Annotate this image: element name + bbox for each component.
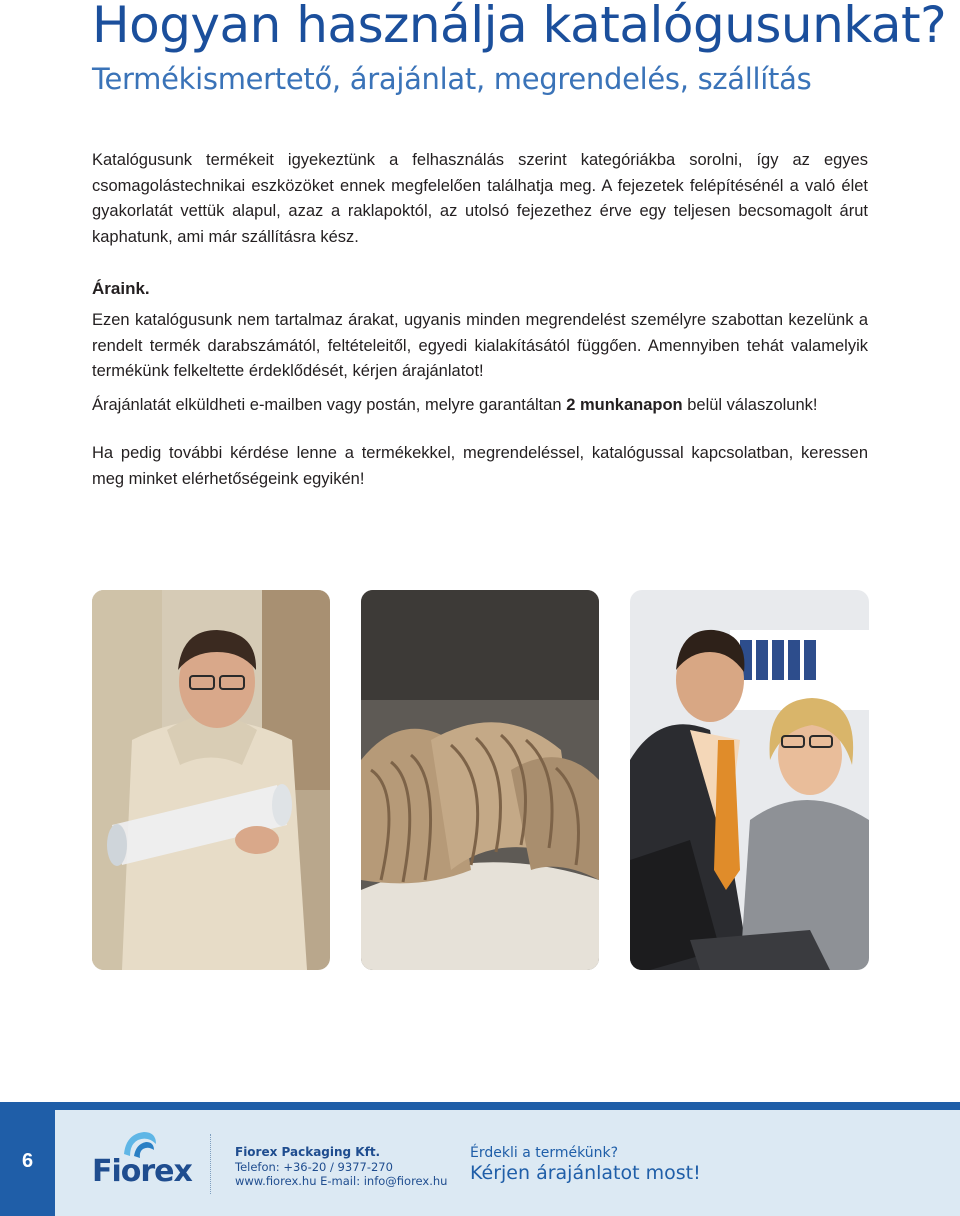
company-web-email[interactable]: www.fiorex.hu E-mail: info@fiorex.hu (235, 1174, 448, 1188)
quote-text-before: Árajánlatát elküldheti e-mailben vagy postán, melyre garantáltan (92, 396, 567, 414)
quote-request-cta[interactable]: Kérjen árajánlatot most! (470, 1162, 701, 1184)
page-title: Hogyan használja katalógusunkat? (92, 0, 947, 54)
company-name: Fiorex Packaging Kft. (235, 1145, 381, 1159)
footer-divider (210, 1134, 211, 1194)
fiorex-logo-text: Fiorex (92, 1154, 192, 1189)
fiorex-logo (92, 1130, 192, 1192)
prices-heading: Áraink. (92, 279, 150, 298)
prices-paragraph: Ezen katalógusunk nem tartalmaz árakat, ugyanis minden megrendelést személyre szabottan kezelünk a rendelt termék darabszámától, feltételeitől, egyedi kialakításától függően. Amennyiben tehát valamelyik termékünk felkeltette érdeklődését, kérjen árajánlatot! (92, 311, 868, 380)
intro-paragraph: Katalógusunk termékeit igyekeztünk a felhasználás szerint kategóriákba sorolni, így az egyes csomagolástechnikai eszközöket ennek megfelelően találhatja meg. A fejezetek felépítésénél a való élet gyakorlatát vettük alapul, azaz a raklapoktól, az utolsó fejezethez érve egy teljesen becsomagolt árut kaphatunk, ami már szállításra kész. (92, 151, 868, 246)
promo-question: Érdekli a termékünk? (470, 1145, 619, 1161)
footer-top-line (0, 1102, 960, 1110)
company-info (235, 1145, 447, 1189)
corrugated-cardboard-photo (361, 590, 599, 970)
contact-paragraph: Ha pedig további kérdése lenne a termékekkel, megrendeléssel, katalógussal kapcsolatban, keressen meg minket elérhetőségeink egyikén! (92, 444, 868, 488)
page-subtitle: Termékismertető, árajánlat, megrendelés, szállítás (92, 62, 812, 96)
quote-deadline: 2 munkanapon (566, 396, 683, 414)
quote-paragraph (92, 393, 868, 419)
company-phone: Telefon: +36-20 / 9377-270 (235, 1159, 393, 1174)
worker-with-stretch-film-photo (92, 590, 330, 970)
quote-text-after: belül válaszolunk! (682, 396, 818, 414)
page-number: 6 (21, 1150, 34, 1172)
office-team-laptop-photo (630, 590, 869, 970)
